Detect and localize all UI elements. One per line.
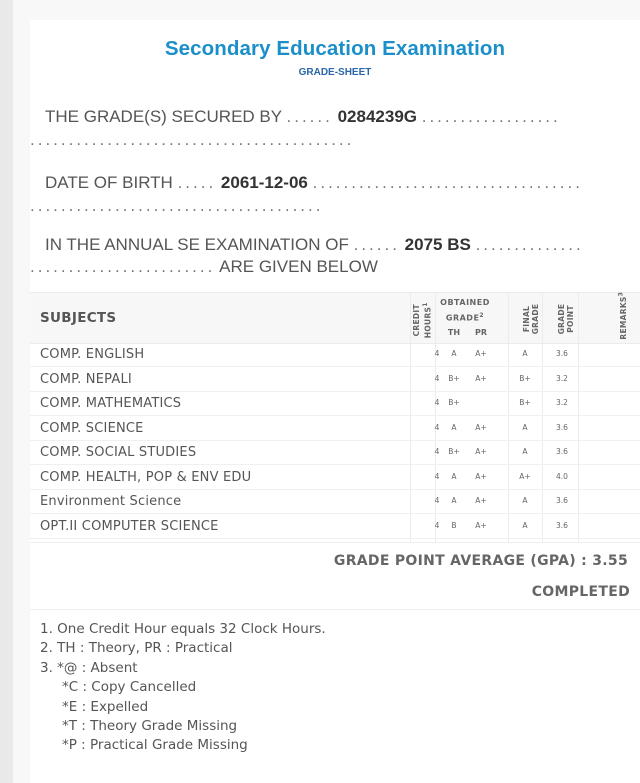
- grade-header-word: GRADE: [445, 313, 480, 323]
- grade-point-cell: 3.6: [556, 520, 568, 530]
- practical-grade-cell: A+: [475, 447, 487, 456]
- grade-point-header-word2: POINT: [566, 305, 575, 333]
- grade-point-header: [557, 297, 575, 341]
- practical-grade-cell: A+: [475, 349, 487, 358]
- divider: [30, 609, 640, 610]
- table-row: [30, 440, 640, 465]
- exam-trail-dots: ..............: [475, 235, 584, 254]
- remarks-footnote-mark: 3: [617, 291, 625, 297]
- final-grade-cell: A+: [519, 471, 531, 481]
- table-row: [30, 416, 640, 441]
- footnote-3: 3. *@ : Absent: [40, 659, 138, 676]
- practical-grade-cell: A+: [475, 520, 487, 530]
- footnote-3t: *T : Theory Grade Missing: [62, 718, 238, 735]
- exam-line: [30, 235, 640, 255]
- grade-point-cell: 3.6: [556, 349, 568, 358]
- dob-line2-dots: ......................................: [30, 196, 324, 215]
- theory-grade-cell: B: [451, 520, 457, 530]
- grade-sheet-subtitle: GRADE-SHEET: [298, 67, 372, 78]
- pr-header: PR: [474, 328, 488, 337]
- footnote-2: 2. TH : Theory, PR : Practical: [40, 640, 233, 657]
- dob-line: [30, 173, 640, 193]
- credit-hours-cell: 4: [434, 520, 440, 530]
- table-header: [30, 292, 640, 344]
- exam-lead-dots: ......: [353, 235, 400, 254]
- obtained-header-word: OBTAINED: [440, 298, 490, 307]
- grade-footnote-mark: 2: [479, 312, 485, 319]
- practical-grade-cell: A+: [475, 422, 487, 432]
- secured-by-line-2: [30, 130, 640, 150]
- exam-label: IN THE ANNUAL SE EXAMINATION OF: [45, 235, 349, 254]
- final-grade-cell: B+: [519, 398, 531, 407]
- subject-name: COMP. MATHEMATICS: [40, 396, 182, 411]
- exam-line-2: [30, 257, 640, 277]
- hours-header-word: HOURS: [423, 306, 433, 339]
- dob-line-2: [30, 196, 640, 216]
- gpa-summary: GRADE POINT AVERAGE (GPA) : 3.55: [333, 553, 628, 569]
- footnote-1: 1. One Credit Hour equals 32 Clock Hours.: [40, 621, 326, 637]
- subjects-header: SUBJECTS: [40, 310, 117, 326]
- theory-grade-cell: A: [451, 422, 457, 432]
- obtained-grade-header: [435, 296, 495, 325]
- theory-grade-cell: B+: [448, 398, 460, 407]
- divider: [30, 542, 640, 543]
- footnotes: [40, 620, 326, 756]
- footnote-3c: *C : Copy Cancelled: [62, 679, 197, 696]
- exam-year: 2075 BS: [404, 235, 471, 254]
- secured-by-line2-dots: ..........................................: [30, 130, 355, 149]
- final-grade-cell: A: [522, 349, 528, 358]
- theory-grade-cell: B+: [448, 373, 460, 383]
- exam-title: Secondary Education Examination: [164, 37, 506, 60]
- given-below-text: ARE GIVEN BELOW: [219, 257, 378, 276]
- credit-hours-cell: 4: [434, 496, 440, 505]
- final-grade-cell: A: [522, 520, 528, 530]
- grade-point-cell: 3.2: [556, 373, 568, 383]
- final-header-word: FINAL: [522, 305, 531, 333]
- credit-hours-cell: 4: [434, 349, 440, 358]
- th-header: TH: [447, 328, 461, 337]
- final-grade-cell: A: [522, 447, 528, 456]
- theory-grade-cell: B+: [448, 447, 460, 456]
- grade-point-cell: 3.6: [556, 422, 568, 432]
- table-row: [30, 367, 640, 392]
- table-row: [30, 391, 640, 416]
- remarks-header: [616, 291, 628, 341]
- subject-name: COMP. SCIENCE: [40, 420, 144, 436]
- grade-point-cell: 3.6: [556, 496, 568, 505]
- theory-grade-cell: A: [451, 349, 457, 358]
- subject-name: COMP. SOCIAL STUDIES: [40, 445, 197, 460]
- grade-point-cell: 3.2: [556, 398, 568, 407]
- table-row: [30, 489, 640, 514]
- footnote-3p: *P : Practical Grade Missing: [62, 737, 248, 754]
- symbol-number: 0284239G: [337, 107, 417, 126]
- subject-name: COMP. HEALTH, POP & ENV EDU: [40, 469, 252, 485]
- final-grade-cell: B+: [519, 373, 531, 383]
- dob-trail-dots: ...................................: [312, 173, 583, 192]
- final-grade-header: [522, 297, 540, 341]
- exam-line2-dots: ........................: [30, 257, 216, 276]
- theory-grade-cell: A: [451, 496, 457, 505]
- final-grade-cell: A: [522, 496, 528, 505]
- secured-by-lead-dots: ......: [286, 107, 333, 126]
- credit-hours-cell: 4: [434, 398, 440, 407]
- grade-point-cell: 4.0: [556, 471, 568, 481]
- credit-footnote-mark: 1: [421, 302, 429, 307]
- secured-by-line: [30, 107, 640, 127]
- dob-lead-dots: .....: [177, 173, 217, 192]
- credit-hours-cell: 4: [434, 447, 440, 456]
- practical-grade-cell: A+: [475, 373, 487, 383]
- footnote-3e: *E : Expelled: [62, 698, 149, 715]
- remarks-header-word: REMARKS: [618, 296, 628, 340]
- credit-hours-cell: 4: [434, 422, 440, 432]
- secured-by-label: THE GRADE(S) SECURED BY: [45, 107, 282, 126]
- practical-grade-cell: A+: [475, 496, 487, 505]
- subject-name: OPT.II COMPUTER SCIENCE: [40, 518, 219, 534]
- credit-hours-cell: 4: [434, 373, 440, 383]
- final-grade-header-word: GRADE: [531, 303, 540, 335]
- grade-sheet-page: [13, 0, 640, 783]
- table-row: [30, 465, 640, 490]
- grade-point-cell: 3.6: [556, 447, 568, 456]
- final-grade-cell: A: [522, 422, 528, 432]
- grade-point-header-word1: GRADE: [557, 303, 566, 335]
- table-row: [30, 342, 640, 367]
- credit-hours-cell: 4: [434, 471, 440, 481]
- subject-name: COMP. ENGLISH: [40, 347, 145, 362]
- table-row: [30, 514, 640, 539]
- date-of-birth: 2061-12-06: [220, 173, 308, 192]
- theory-grade-cell: A: [451, 471, 457, 481]
- credit-hours-header: [412, 298, 433, 342]
- grade-sheet-paper: [30, 20, 640, 783]
- secured-by-trail-dots: ..................: [421, 107, 561, 126]
- credit-header-word: CREDIT: [411, 304, 421, 337]
- subject-name: COMP. NEPALI: [40, 371, 132, 387]
- result-status: COMPLETED: [531, 584, 630, 600]
- dob-label: DATE OF BIRTH: [45, 173, 173, 192]
- practical-grade-cell: A+: [475, 471, 487, 481]
- subject-name: Environment Science: [40, 494, 182, 509]
